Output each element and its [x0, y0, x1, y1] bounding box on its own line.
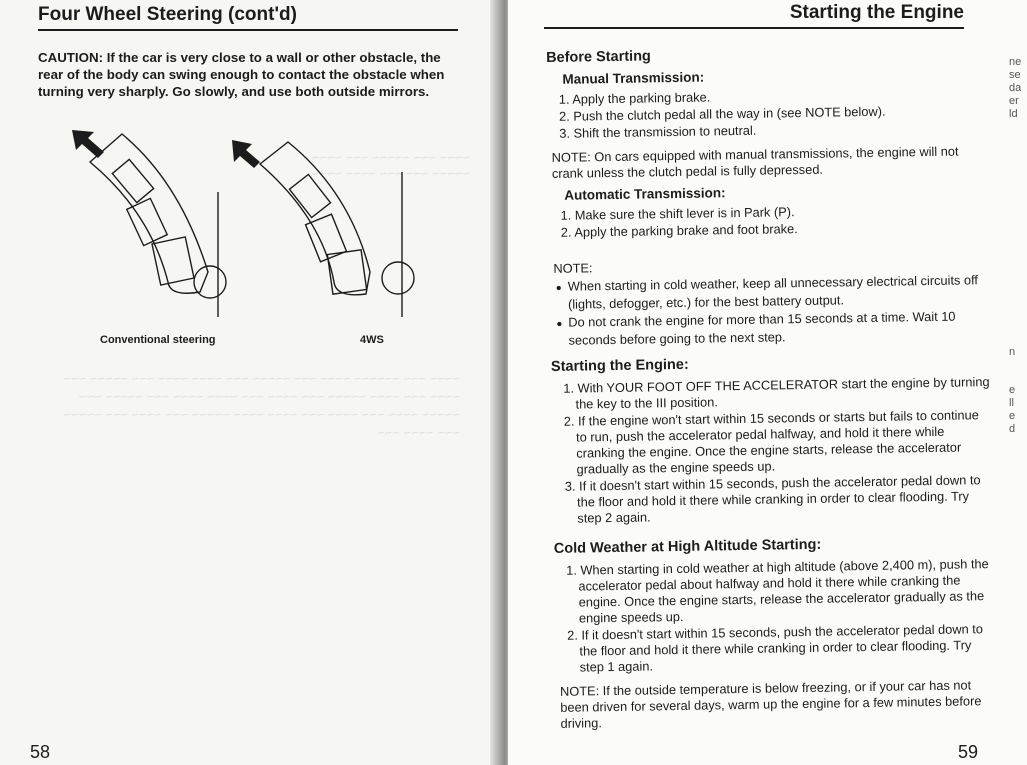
list-item: 1. Make sure the shift lever is in Park (P).: [560, 204, 795, 223]
edge-fragment: da: [1009, 82, 1022, 94]
list-item: ● Do not crank the engine for more than 15 seconds at a time. Wait 10 seconds before going to the next step.: [550, 308, 990, 349]
list-item: 3. If it doesn't start within 15 seconds, push the accelerator pedal down to the floor and hold it there while cranking in order to clear flooding. Try step 2 again.: [564, 472, 981, 526]
right-page-content: [546, 43, 997, 738]
list-item: 2. If the engine won't start within 15 seconds or starts but fails to continue to run, push the accelerator pedal halfway, and hold it there while cranking the engine. Once the engine starts, release the accelerator gradually as the engine speeds up.: [563, 407, 979, 477]
page-header: Four Wheel Steering (cont'd): [38, 4, 458, 31]
bleed-through-text: ~~~~ ~~~ ~~~~~ ~~~ ~~~~ ~~~~~ ~~~ ~~~ ~~~~ ~~~~: [311, 150, 470, 181]
list-item: ● When starting in cold weather, keep all unnecessary electrical circuits off (lights, defogger, etc.) for the best battery output.: [550, 272, 990, 313]
page-number: 58: [30, 742, 51, 762]
list-item: 2. If it doesn't start within 15 seconds, push the accelerator pedal down to the floor and hold it there while cranking in order to clear flooding. Try step 1 again.: [567, 621, 984, 675]
list-item: 1. When starting in cold weather at high altitude (above 2,400 m), push the accelerator pedal about halfway and hold it there while cranking the engine. Once the engine starts, release the accelerator gradually as the engine speeds up.: [566, 556, 989, 626]
page-number: 59: [958, 742, 979, 762]
edge-fragment: er: [1009, 95, 1019, 107]
manual-steps: [547, 85, 988, 142]
section-title-before-starting: Before Starting: [546, 48, 651, 66]
list-item: 2. Apply the parking brake and foot brake.: [560, 221, 798, 240]
conventional-car-outline: [90, 134, 226, 317]
starting-steps: [551, 374, 993, 527]
cold-weather-note: NOTE: If the outside temperature is below freezing, or if your car has not been driven for several days, warm up the engine for a few minutes before driving.: [559, 677, 982, 731]
right-page: [508, 0, 1027, 765]
subsection-title-manual: Manual Transmission:: [562, 69, 705, 87]
edge-fragments: [1009, 56, 1021, 121]
edge-fragment: ld: [1009, 108, 1018, 120]
edge-fragment: ne: [1009, 56, 1022, 68]
steering-illustration: [60, 122, 450, 337]
edge-fragment: d: [1009, 423, 1016, 435]
section-title-cold-weather: Cold Weather at High Altitude Starting:: [553, 536, 822, 557]
list-item: 3. Shift the transmission to neutral.: [559, 122, 757, 141]
list-item: 2. Push the clutch pedal all the way in (see NOTE below).: [558, 103, 886, 124]
edge-fragment: e: [1009, 384, 1016, 396]
edge-fragment: ll: [1009, 397, 1014, 409]
left-page: [0, 0, 498, 765]
4ws-car-outline: [260, 142, 414, 317]
edge-fragments: [1009, 384, 1015, 436]
note-bullets: [550, 272, 991, 349]
subsection-title-automatic: Automatic Transmission:: [564, 185, 726, 203]
list-item: 1. Apply the parking brake.: [558, 89, 711, 107]
edge-fragment: se: [1009, 69, 1021, 81]
cold-weather-steps: [554, 556, 996, 676]
edge-fragment: n: [1009, 346, 1016, 358]
list-item: 1. With YOUR FOOT OFF THE ACCELERATOR start the engine by turning the key to the III position.: [563, 374, 990, 412]
caption-conventional-steering: Conventional steering: [100, 334, 216, 346]
section-title-starting: Starting the Engine:: [550, 356, 689, 375]
caution-text: CAUTION: If the car is very close to a wall or other obstacle, the rear of the body can swing enough to contact the obstacle when turning very sharply. Go slowly, and use both outside mirrors.: [38, 50, 445, 99]
bleed-through-text: ~~~~ ~~~ ~~~~~~ ~~~~ ~~~ ~~~~~ ~~~ ~~~~ ~~~~ ~~~ ~~~~~ ~~~ ~~~~ ~~~ ~~~~ ~~~~~ ~~~ ~~~~ ~~~ ~~~~ ~~~~ ~~~ ~~~~~ ~~~ ~~~~~ ~~~~ ~~~ ~~~~ ~~~ ~~~~ ~~~~ ~~~~~ ~~~ ~~~~ ~~~ ~~~~~ ~~~ ~~~~ ~~~: [63, 371, 460, 440]
arrow-icon: [232, 140, 260, 168]
steering-diagram: [60, 122, 450, 337]
page-header: Starting the Engine: [544, 2, 964, 29]
manual-note: NOTE: On cars equipped with manual transmissions, the engine will not crank unless the clutch pedal is fully depressed.: [551, 143, 959, 181]
note-label: NOTE:: [553, 260, 593, 276]
edge-fragment: e: [1009, 410, 1016, 422]
automatic-steps: [548, 201, 988, 241]
caption-4ws: 4WS: [360, 334, 384, 346]
